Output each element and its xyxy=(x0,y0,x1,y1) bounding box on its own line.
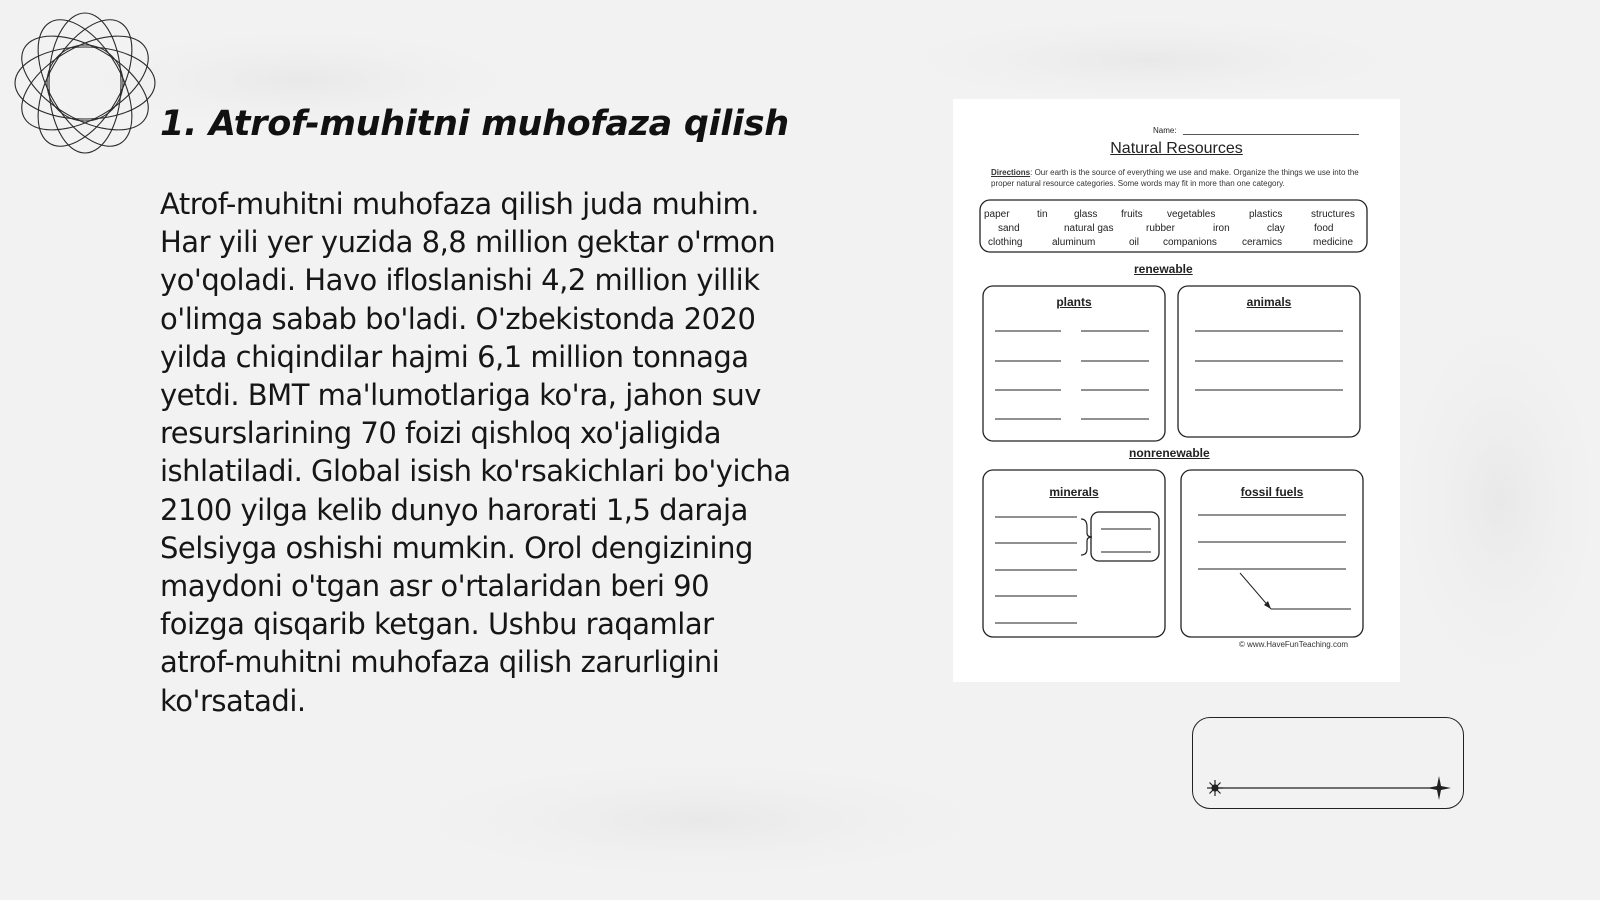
slider-graphic xyxy=(1193,718,1463,808)
renewable-heading: renewable xyxy=(1134,262,1193,276)
word-bank-item: sand xyxy=(998,223,1020,234)
word-bank-item: medicine xyxy=(1313,237,1354,248)
word-bank-item: glass xyxy=(1074,209,1098,220)
body-line: atrof-muhitni muhofaza qilish zarurligini xyxy=(160,645,720,680)
minerals-label: minerals xyxy=(1049,485,1099,499)
worksheet-title: Natural Resources xyxy=(1110,140,1243,157)
body-line: Har yili yer yuzida 8,8 million gektar o'rmon xyxy=(160,225,776,260)
body-paragraph xyxy=(160,185,840,720)
worksheet-footer: © www.HaveFunTeaching.com xyxy=(1239,640,1349,649)
worksheet-name-line xyxy=(1183,134,1359,135)
word-bank-item: vegetables xyxy=(1167,209,1216,220)
decorative-slider-box xyxy=(1192,717,1464,809)
word-bank-item: iron xyxy=(1213,223,1230,234)
word-bank-item: rubber xyxy=(1146,223,1175,234)
word-bank-item: food xyxy=(1314,223,1334,234)
body-line: ishlatiladi. Global isish ko'rsakichlari bo'yicha xyxy=(160,454,791,489)
plants-label: plants xyxy=(1056,295,1092,309)
directions-label: Directions xyxy=(991,168,1031,177)
fossil-fuels-label: fossil fuels xyxy=(1240,485,1304,499)
word-bank-item: paper xyxy=(984,209,1010,220)
body-line: yetdi. BMT ma'lumotlariga ko'ra, jahon suv xyxy=(160,378,761,413)
word-bank-item: structures xyxy=(1311,209,1355,220)
body-line: Atrof-muhitni muhofaza qilish juda muhim. xyxy=(160,187,760,221)
body-line: maydoni o'tgan asr o'rtalaridan beri 90 xyxy=(160,569,710,604)
word-bank-item: ceramics xyxy=(1242,237,1283,248)
slide-title: 1. Atrof-muhitni muhofaza qilish xyxy=(160,104,789,144)
spirograph-logo-icon xyxy=(10,8,160,158)
body-line: ko'rsatadi. xyxy=(160,683,306,718)
directions-text: : Our earth is the source of everything we use and make. Organize the things we use into the proper natural resource categories. Some words may fit in more than one category. xyxy=(991,168,1359,188)
body-line: resurslarining 70 foizi qishloq xo'jaligida xyxy=(160,416,721,451)
worksheet-directions xyxy=(991,167,1363,189)
word-bank-item: companions xyxy=(1163,237,1217,248)
word-bank-item: clothing xyxy=(988,237,1023,248)
body-line: Selsiyga oshishi mumkin. Orol dengizining xyxy=(160,530,753,565)
word-bank-item: aluminum xyxy=(1052,237,1096,248)
word-bank-item: oil xyxy=(1129,237,1140,248)
sparkle-icon xyxy=(1427,776,1451,800)
nonrenewable-heading: nonrenewable xyxy=(1129,446,1210,460)
body-line: foizga qisqarib ketgan. Ushbu raqamlar xyxy=(160,607,714,642)
word-bank-item: natural gas xyxy=(1064,223,1114,234)
body-line: yilda chiqindilar hajmi 6,1 million tonnaga xyxy=(160,339,749,374)
body-line: yo'qoladi. Havo ifloslanishi 4,2 million yillik xyxy=(160,263,760,298)
body-line: o'limga sabab bo'ladi. O'zbekistonda 2020 xyxy=(160,301,756,336)
sun-icon xyxy=(1207,780,1223,796)
word-bank-item: clay xyxy=(1267,223,1285,234)
word-bank-item: plastics xyxy=(1249,209,1283,220)
word-bank-item: tin xyxy=(1037,209,1048,220)
body-line: 2100 yilga kelib dunyo harorati 1,5 daraja xyxy=(160,492,748,527)
worksheet-image xyxy=(953,99,1400,682)
worksheet-name-label: Name: xyxy=(1153,126,1177,135)
word-bank-item: fruits xyxy=(1121,209,1143,220)
animals-label: animals xyxy=(1246,295,1292,309)
